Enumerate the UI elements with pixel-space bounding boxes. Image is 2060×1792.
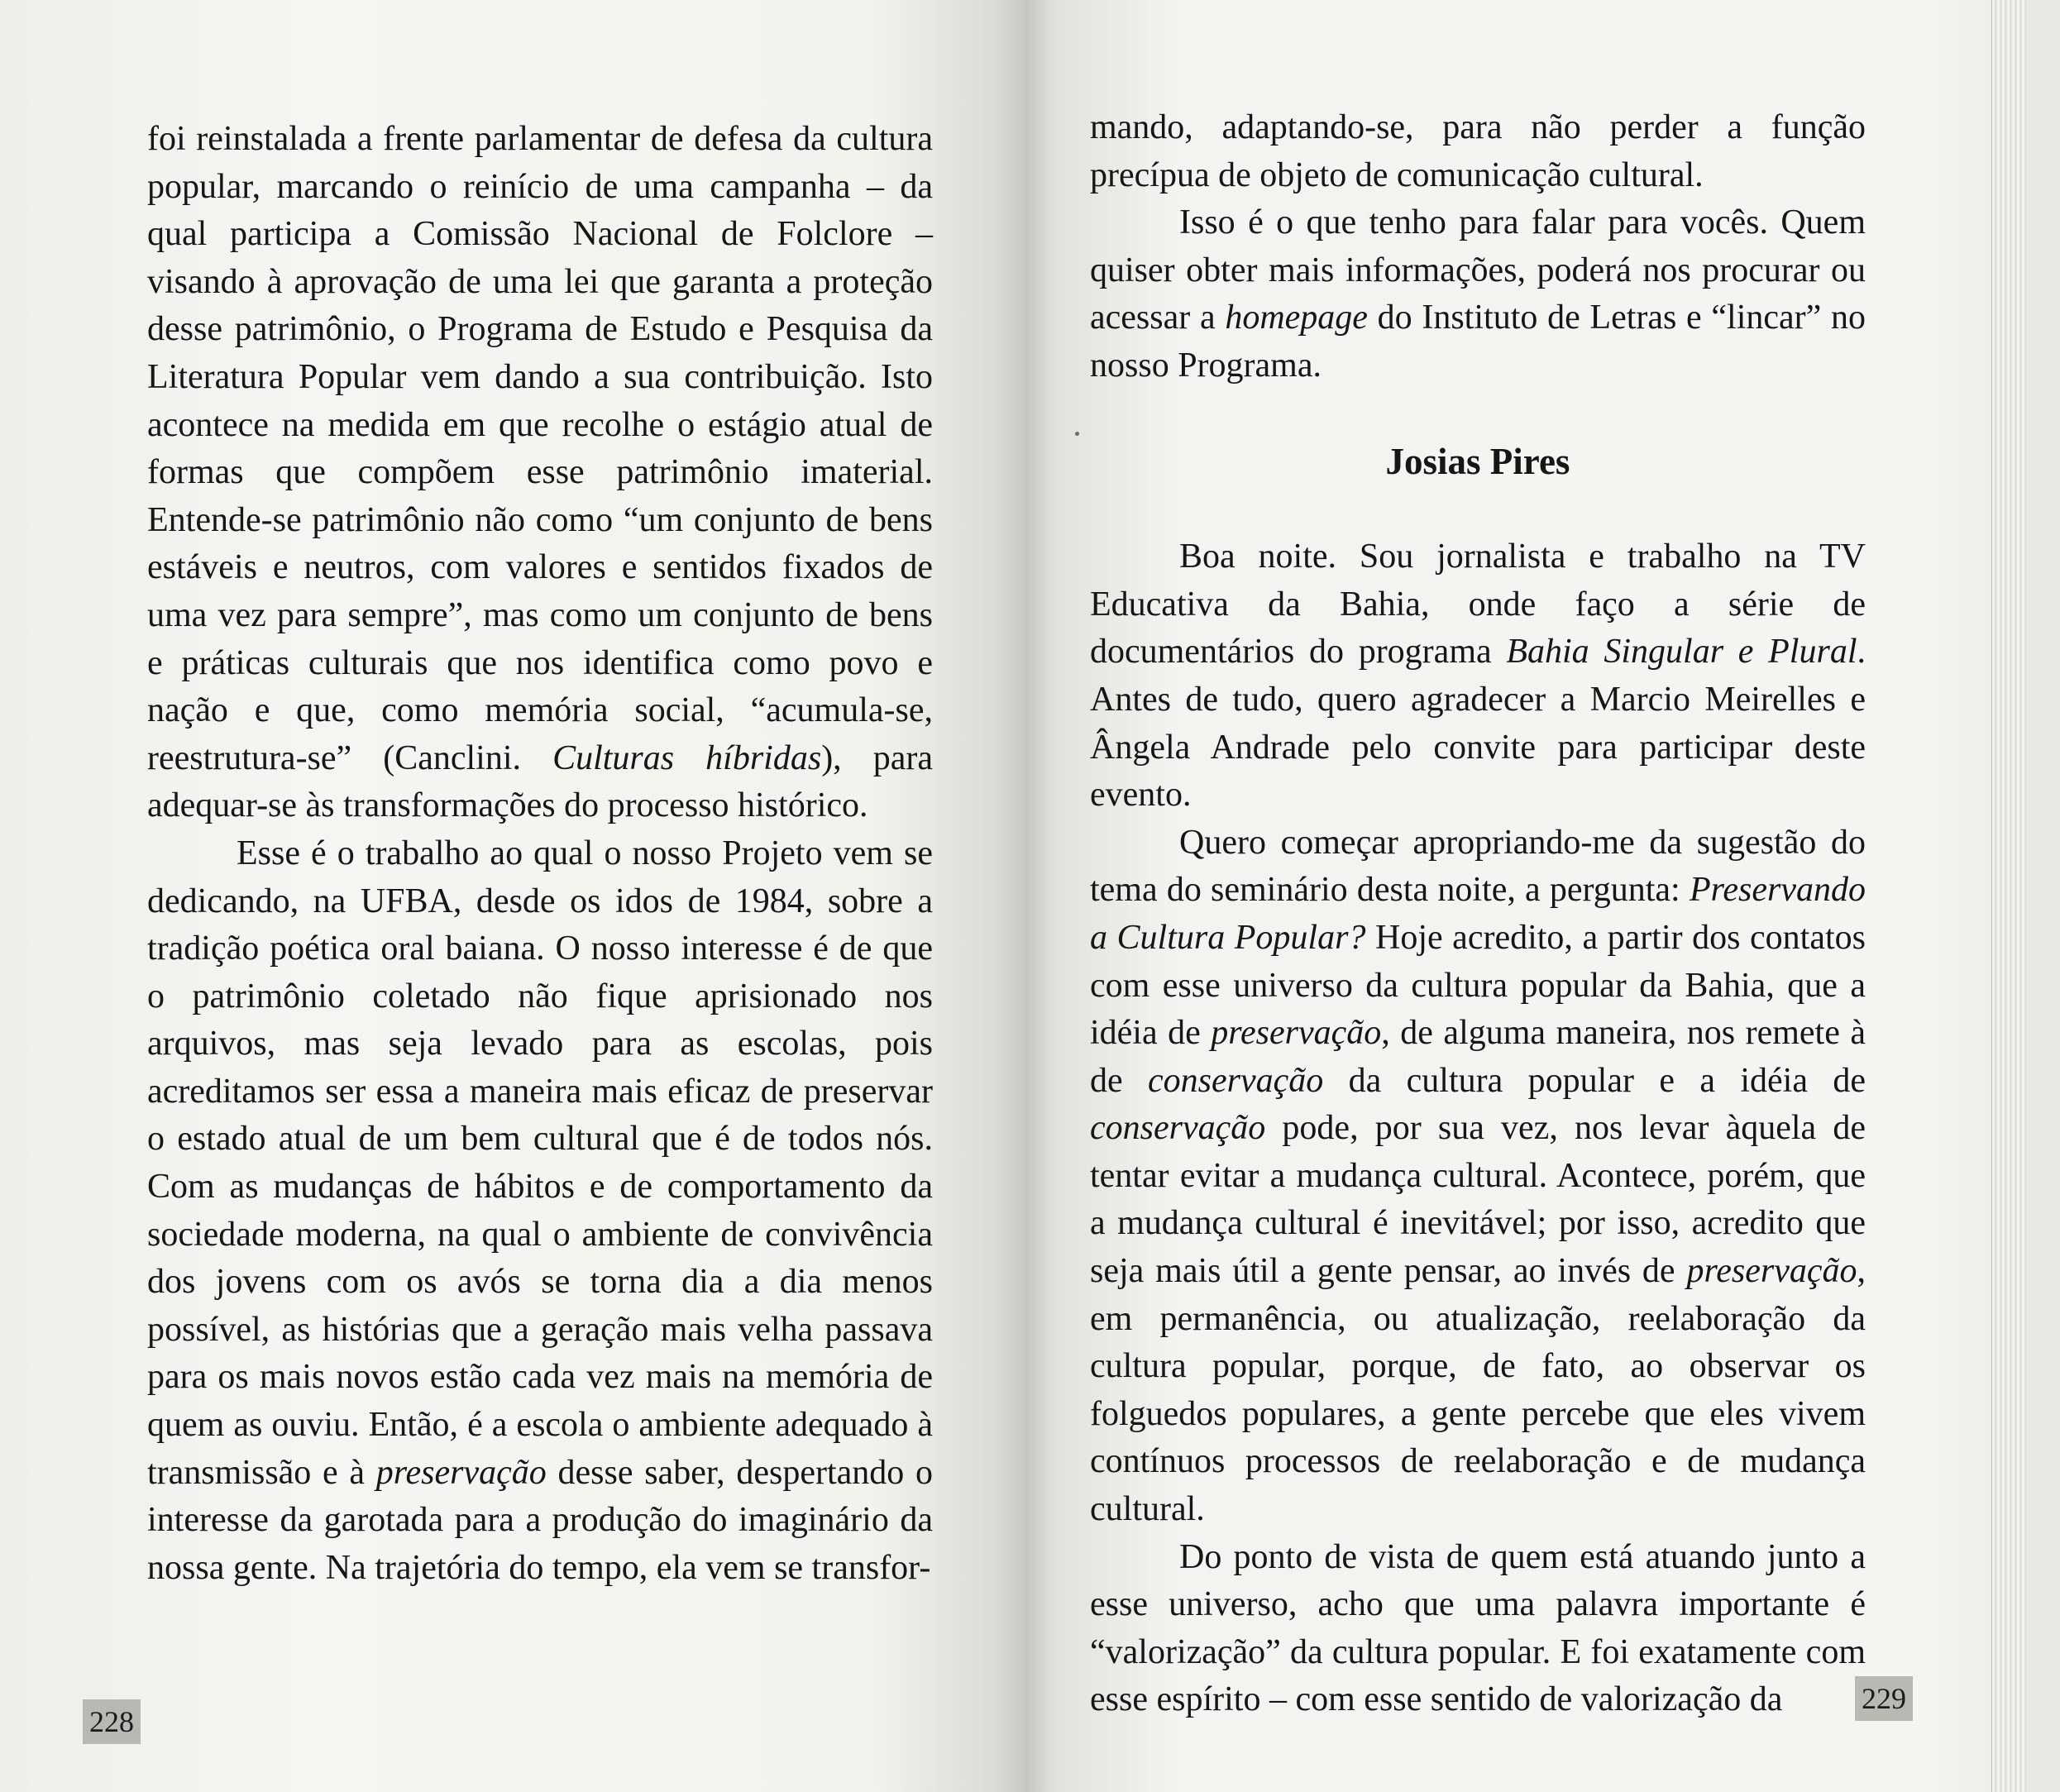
left-page-text (147, 116, 933, 1592)
paragraph: Isso é o que tenho para falar para vocês. Quem quiser obter mais informações, poderá nos procurar ou acessar a homepage do Instituto de Letras e “lincar” no nosso Programa. (1090, 203, 1866, 385)
page-number: 228 (83, 1699, 141, 1744)
italic-term: conservação (1148, 1061, 1324, 1100)
paragraph: Do ponto de vista de quem está atuando junto a esse universo, acho que uma palavra importante é “valorização” da cultura popular. E foi exatamente com esse espírito – com esse sentido de valorização da (1090, 1537, 1866, 1719)
page-edges (1991, 0, 2026, 1792)
italic-term: preservação (1211, 1014, 1382, 1053)
section-heading: Josias Pires (1385, 440, 1570, 482)
italic-term: Bahia Singular e Plural (1506, 633, 1857, 671)
page-number: 229 (1855, 1676, 1913, 1721)
right-page (1025, 0, 2026, 1792)
paragraph: Boa noite. Sou jornalista e trabalho na TV Educativa da Bahia, onde faço a série de documentários do programa Bahia Singular e Plural. Antes de tudo, quero agradecer a Marcio Meirelles e Ângela Andrade pelo convite para participar deste evento. (1090, 538, 1866, 815)
paragraph: Esse é o trabalho ao qual o nosso Projeto vem se dedicando, na UFBA, desde os idos de 1984, sobre a tradição poética oral baiana. O nosso interesse é de que o patrimônio coletado não fique aprisionado nos arquivos, mas seja levado para as escolas, pois acreditamos ser essa a maneira mais eficaz de preservar o estado atual de um bem cultural que é de todos nós. Com as mudanças de hábitos e de comportamento da sociedade moderna, na qual o ambiente de convivência dos jovens com os avós se torna dia a dia menos possível, as histórias que a geração mais velha passava para os mais novos estão cada vez mais na memória de quem as ouviu. Então, é a escola o ambiente adequado à transmissão e à preservação desse saber, despertando o interesse da garotada para a produção do imaginário da nossa gente. Na trajetória do tempo, ela vem se transfor- (147, 834, 933, 1587)
paragraph: mando, adaptando-se, para não perder a função precípua de objeto de comunicação cultural. (1090, 108, 1866, 194)
paragraph: Quero começar apropriando-me da sugestão do tema do seminário desta noite, a pergunta: Preservando a Cultura Popular? Hoje acredito, a partir dos contatos com esse universo da cultura popular da Bahia, que a idéia de preservação, de alguma maneira, nos remete à de conservação da cultura popular e a idéia de conservação pode, por sua vez, nos levar àquela de tentar evitar a mudança cultural. Acontece, porém, que a mudança cultural é inevitável; por isso, acredito que seja mais útil a gente pensar, ao invés de preservação, em permanência, ou atualização, reelaboração da cultura popular, porque, de fato, ao observar os folguedos populares, a gente percebe que eles vivem contínuos processos de reelaboração e de mudança cultural. (1090, 823, 1866, 1529)
italic-term: homepage (1225, 299, 1368, 337)
right-page-text (1090, 104, 1866, 1724)
italic-term: Culturas híbridas (552, 738, 822, 777)
italic-term: preservação (375, 1453, 547, 1492)
italic-term: conservação (1090, 1109, 1266, 1148)
left-page (0, 0, 1025, 1792)
italic-term: Preservando a Cultura Popular? (1090, 871, 1866, 957)
paragraph: foi reinstalada a frente parlamentar de defesa da cultura popular, marcando o reinício de uma campanha – da qual participa a Comissão Nacional de Folclore – visando à aprovação de uma lei que garanta a proteção desse patrimônio, o Programa de Estudo e Pesquisa da Literatura Popular vem dando a sua contribuição. Isto acontece na medida em que recolhe o estágio atual de formas que compõem esse patrimônio imaterial. Entende-se patrimônio não como “um conjunto de bens estáveis e neutros, com valores e sentidos fixados de uma vez para sempre”, mas como um conjunto de bens e práticas culturais que nos identifica como povo e nação e que, como memória social, “acumula-se, reestrutura-se” (Canclini. Culturas híbridas), para adequar-se às transformações do processo histórico. (147, 120, 933, 825)
ink-speck (1075, 432, 1079, 436)
italic-term: preservação (1686, 1252, 1857, 1291)
